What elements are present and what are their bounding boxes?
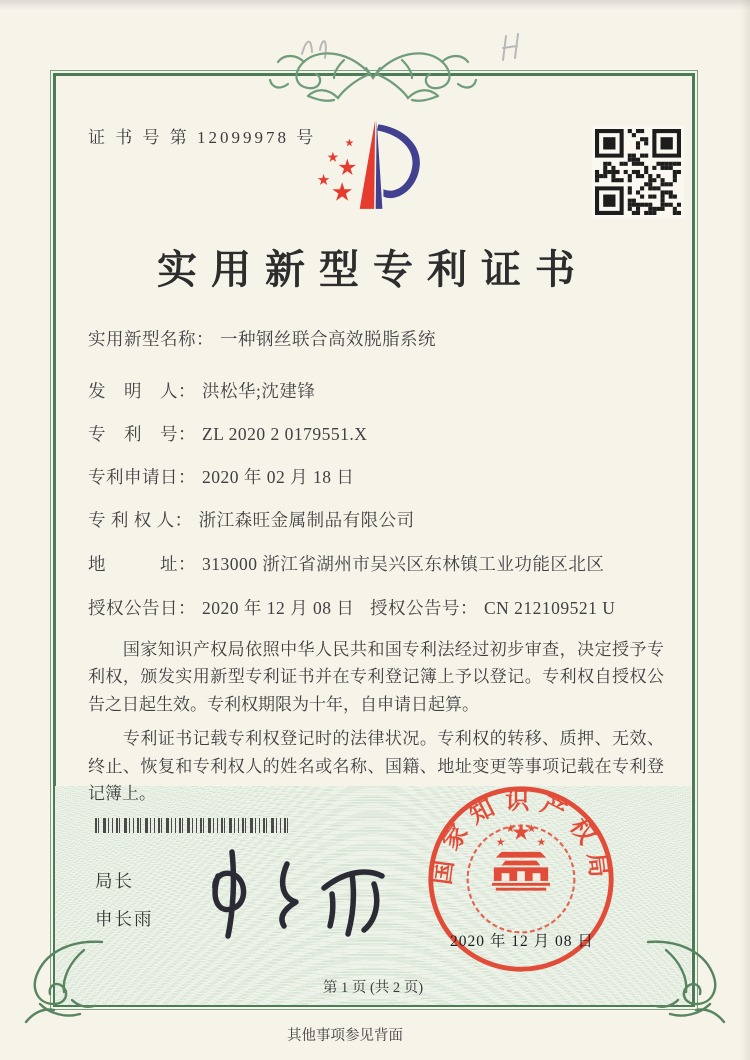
cnipa-logo-icon — [312, 114, 428, 212]
back-side-note: 其他事项参见背面 — [287, 1028, 403, 1044]
grant-number-label: 授权公告号： — [370, 598, 478, 618]
patent-name-value: 一种钢丝联合高效脱脂系统 — [220, 329, 436, 349]
patentee-row — [88, 507, 415, 532]
logo-spike-blue — [376, 120, 383, 209]
logo-spike-red — [360, 120, 375, 209]
patent-name-row — [88, 326, 436, 351]
filing-date-label: 专利申请日： — [88, 467, 196, 487]
inventor-row — [88, 378, 315, 403]
grant-number-value: CN 212109521 U — [484, 598, 616, 618]
grant-date-label: 授权公告日： — [88, 598, 196, 618]
qr-code-icon — [592, 126, 684, 218]
certificate-title: 实用新型专利证书 — [157, 247, 589, 292]
legal-text — [88, 636, 664, 814]
grant-row — [88, 595, 616, 620]
patentee-label: 专 利 权 人： — [88, 510, 193, 530]
page-number: 第 1 页 (共 2 页) — [322, 980, 424, 996]
commissioner-block — [95, 868, 154, 944]
legal-paragraph-1: 国家知识产权局依照中华人民共和国专利法经过初步审查，决定授予专利权，颁发实用新型专利证书并在专利登记簿上予以登记。专利权自授权公告之日起生效。专利权期限为十年，自申请日起算。 — [88, 640, 664, 714]
seal-emblem — [492, 823, 550, 890]
filing-date-value: 2020 年 02 月 18 日 — [202, 467, 355, 487]
logo-stars — [318, 139, 356, 201]
filing-date-row — [88, 464, 354, 489]
grant-date-value: 2020 年 12 月 08 日 — [202, 598, 355, 618]
commissioner-name: 申长雨 — [95, 909, 154, 929]
commissioner-signature-icon — [192, 836, 397, 941]
patentee-value: 浙江森旺金属制品有限公司 — [198, 510, 415, 530]
certificate-number: 证 书 号 第 12099978 号 — [88, 128, 317, 147]
legal-paragraph-2: 专利证书记载专利权登记时的法律状况。专利权的转移、质押、无效、终止、恢复和专利权人的姓名或名称、国籍、地址变更等事项记载在专利登记簿上。 — [88, 729, 664, 804]
patent-number-label: 专 利 号： — [88, 424, 196, 444]
seal-date: 2020 年 12 月 08 日 — [450, 933, 594, 950]
pencil-marks — [290, 22, 550, 67]
address-value: 313000 浙江省湖州市吴兴区东林镇工业功能区北区 — [202, 554, 605, 574]
address-row — [88, 551, 604, 576]
grant-number-pair — [370, 595, 615, 620]
commissioner-title: 局长 — [95, 871, 134, 891]
address-label: 地 址： — [88, 554, 196, 574]
patent-name-label: 实用新型名称： — [88, 329, 214, 349]
inventor-label: 发 明 人： — [88, 381, 196, 401]
barcode-icon — [95, 818, 291, 833]
patent-number-value: ZL 2020 2 0179551.X — [202, 424, 368, 444]
logo-p-bowl — [377, 124, 420, 198]
seal-ring-text: 国家知识产权局 — [428, 787, 614, 887]
patent-number-row — [88, 421, 367, 446]
inventor-value: 洪松华;沈建锋 — [202, 381, 316, 401]
